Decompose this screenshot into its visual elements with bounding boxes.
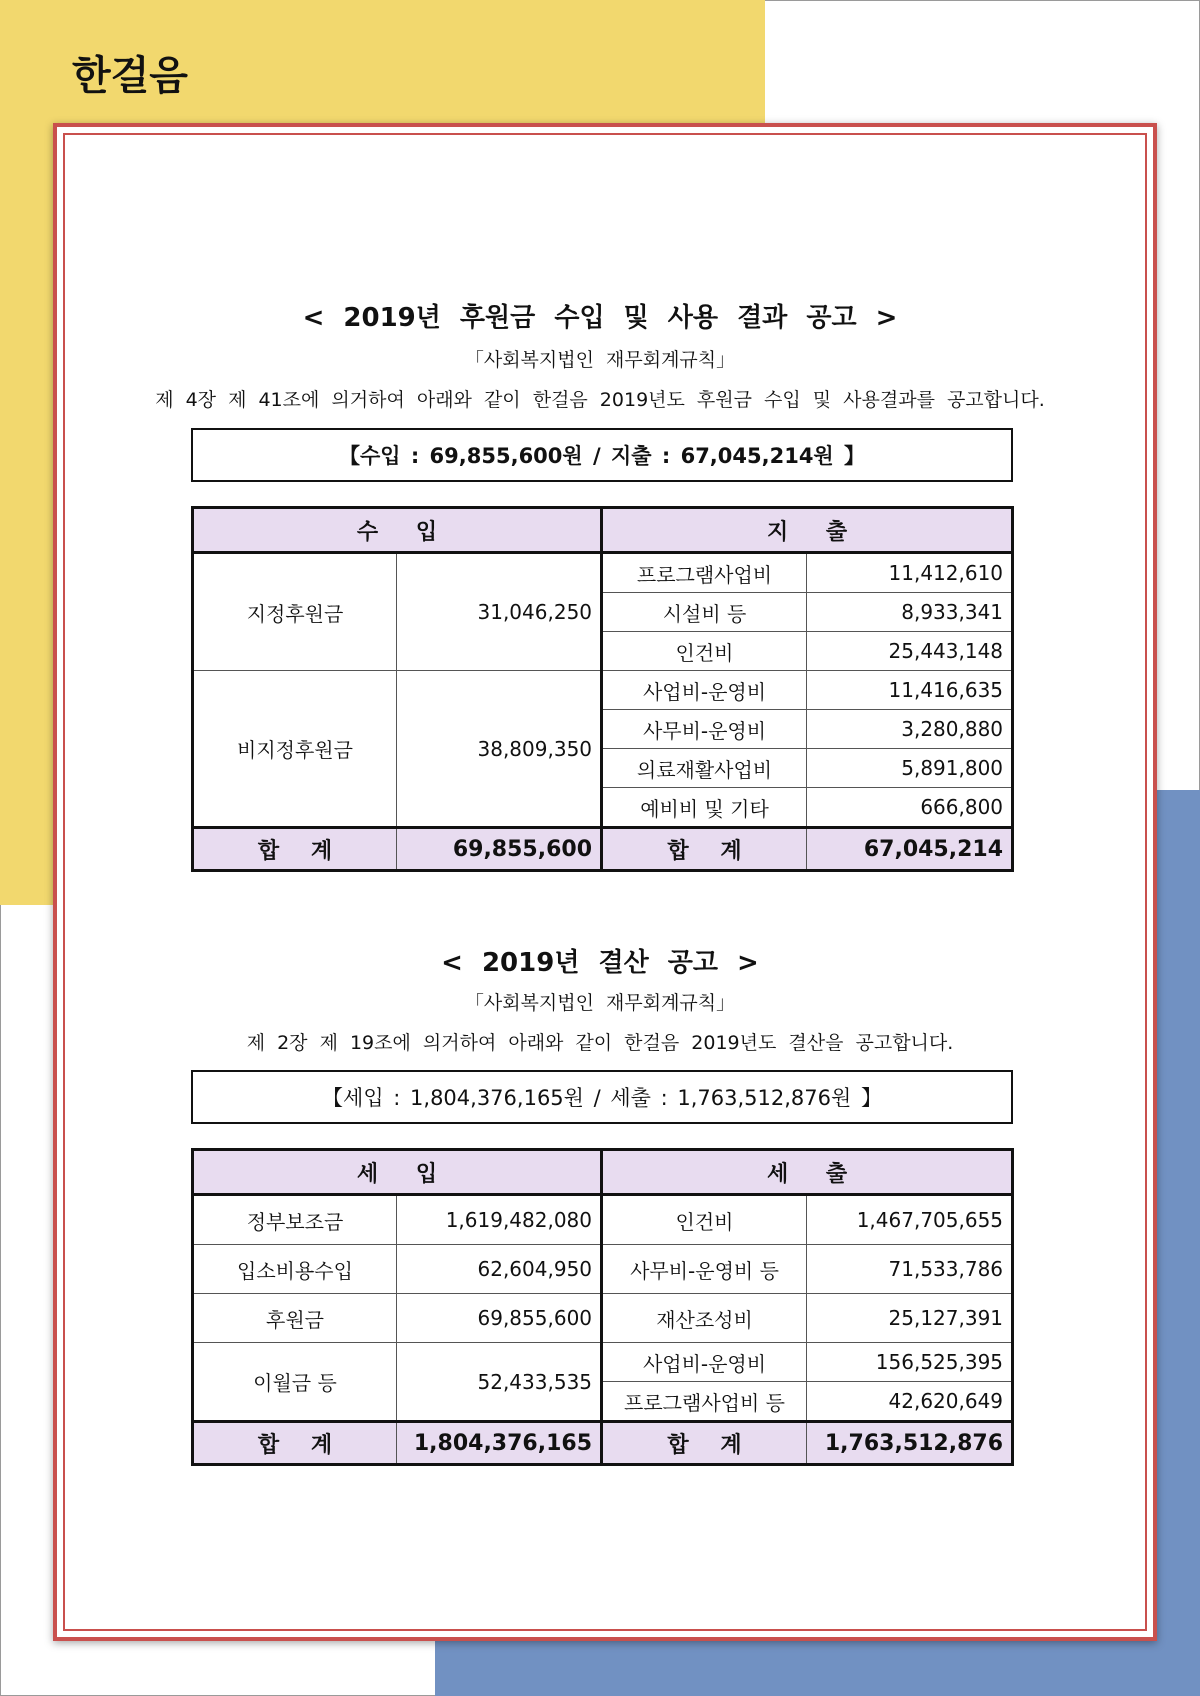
expense-label: 시설비 등 bbox=[602, 593, 807, 632]
expense-amount: 11,416,635 bbox=[807, 671, 1013, 710]
table-row bbox=[193, 1294, 1013, 1343]
expenditure-total-amount: 1,763,512,876 bbox=[807, 1422, 1013, 1465]
brand-title: 한걸음 bbox=[72, 53, 188, 99]
income-total-label: 합 계 bbox=[193, 828, 397, 871]
expense-total-label: 합 계 bbox=[602, 828, 807, 871]
settlement-description: 제 2장 제 19조에 의거하여 아래와 같이 한걸음 2019년도 결산을 공고합니다. bbox=[246, 1032, 954, 1054]
income-header: 수 입 bbox=[193, 508, 602, 553]
revenue-amount: 69,855,600 bbox=[397, 1294, 602, 1343]
donation-regulation: 「사회복지법인 재무회계규칙」 bbox=[464, 349, 736, 371]
expense-amount: 8,933,341 bbox=[807, 593, 1013, 632]
income-label: 지정후원금 bbox=[193, 553, 397, 671]
settlement-table bbox=[191, 1148, 1014, 1466]
revenue-amount: 52,433,535 bbox=[397, 1343, 602, 1422]
settlement-regulation: 「사회복지법인 재무회계규칙」 bbox=[464, 992, 736, 1014]
expense-amount: 5,891,800 bbox=[807, 749, 1013, 788]
revenue-header: 세 입 bbox=[193, 1150, 602, 1195]
expenditure-amount: 156,525,395 bbox=[807, 1343, 1013, 1382]
settlement-notice-title: < 2019년 결산 공고 > bbox=[441, 948, 759, 978]
revenue-amount: 1,619,482,080 bbox=[397, 1195, 602, 1245]
income-amount: 31,046,250 bbox=[397, 553, 602, 671]
settlement-summary-box: 【세입 : 1,804,376,165원 / 세출 : 1,763,512,876원 】 bbox=[191, 1070, 1013, 1124]
table-row bbox=[193, 1245, 1013, 1294]
table-row bbox=[193, 671, 1013, 710]
expense-label: 사무비-운영비 bbox=[602, 710, 807, 749]
expense-label: 인건비 bbox=[602, 632, 807, 671]
expense-label: 프로그램사업비 bbox=[602, 553, 807, 593]
expenditure-amount: 1,467,705,655 bbox=[807, 1195, 1013, 1245]
expenditure-label: 프로그램사업비 등 bbox=[602, 1382, 807, 1422]
expenditure-label: 사업비-운영비 bbox=[602, 1343, 807, 1382]
expenditure-header: 세 출 bbox=[602, 1150, 1013, 1195]
table-row bbox=[193, 1195, 1013, 1245]
expenditure-label: 재산조성비 bbox=[602, 1294, 807, 1343]
total-row bbox=[193, 828, 1013, 871]
expenditure-label: 인건비 bbox=[602, 1195, 807, 1245]
expense-label: 의료재활사업비 bbox=[602, 749, 807, 788]
income-total-amount: 69,855,600 bbox=[397, 828, 602, 871]
revenue-label: 입소비용수입 bbox=[193, 1245, 397, 1294]
expense-amount: 11,412,610 bbox=[807, 553, 1013, 593]
donation-notice-title: < 2019년 후원금 수입 및 사용 결과 공고 > bbox=[302, 303, 898, 333]
revenue-amount: 62,604,950 bbox=[397, 1245, 602, 1294]
revenue-total-label: 합 계 bbox=[193, 1422, 397, 1465]
revenue-total-amount: 1,804,376,165 bbox=[397, 1422, 602, 1465]
expense-label: 예비비 및 기타 bbox=[602, 788, 807, 828]
table-row bbox=[193, 553, 1013, 593]
revenue-label: 정부보조금 bbox=[193, 1195, 397, 1245]
expense-amount: 25,443,148 bbox=[807, 632, 1013, 671]
expenditure-amount: 71,533,786 bbox=[807, 1245, 1013, 1294]
expense-amount: 666,800 bbox=[807, 788, 1013, 828]
income-label: 비지정후원금 bbox=[193, 671, 397, 828]
expense-header: 지 출 bbox=[602, 508, 1013, 553]
revenue-label: 이월금 등 bbox=[193, 1343, 397, 1422]
expenditure-amount: 42,620,649 bbox=[807, 1382, 1013, 1422]
income-amount: 38,809,350 bbox=[397, 671, 602, 828]
table-row bbox=[193, 1343, 1013, 1382]
expenditure-label: 사무비-운영비 등 bbox=[602, 1245, 807, 1294]
expenditure-total-label: 합 계 bbox=[602, 1422, 807, 1465]
revenue-label: 후원금 bbox=[193, 1294, 397, 1343]
expense-amount: 3,280,880 bbox=[807, 710, 1013, 749]
donation-summary-box: 【수입 : 69,855,600원 / 지출 : 67,045,214원 】 bbox=[191, 428, 1013, 482]
donation-table bbox=[191, 506, 1014, 872]
total-row bbox=[193, 1422, 1013, 1465]
expense-label: 사업비-운영비 bbox=[602, 671, 807, 710]
expense-total-amount: 67,045,214 bbox=[807, 828, 1013, 871]
donation-description: 제 4장 제 41조에 의거하여 아래와 같이 한걸음 2019년도 후원금 수입 및 사용결과를 공고합니다. bbox=[155, 389, 1045, 411]
expenditure-amount: 25,127,391 bbox=[807, 1294, 1013, 1343]
